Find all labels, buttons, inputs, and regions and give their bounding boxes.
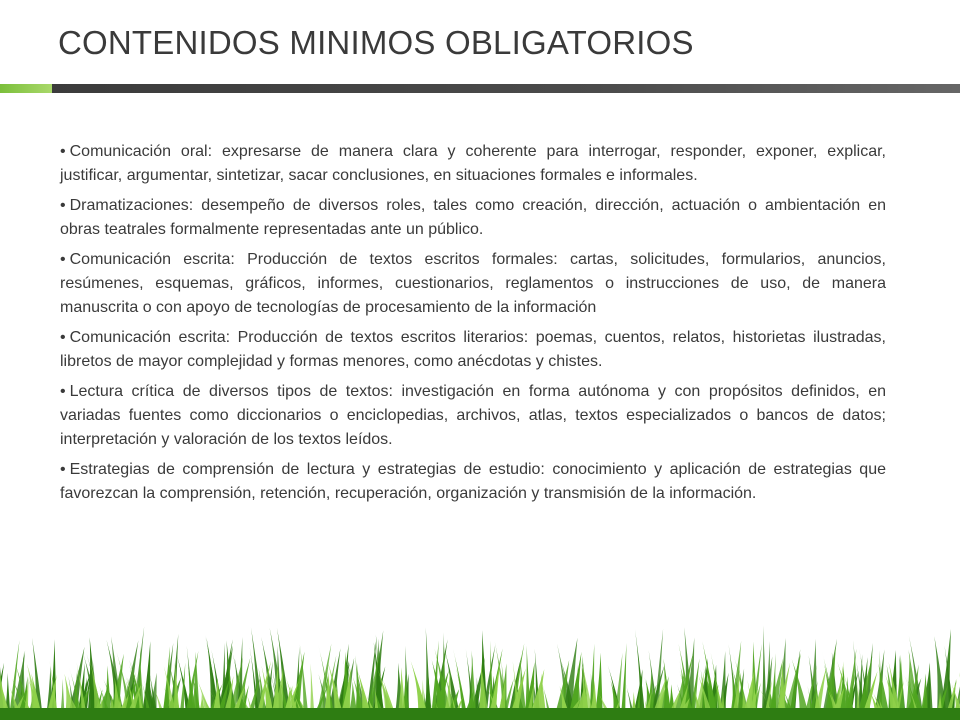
bullet-text: Comunicación escrita: Producción de textos escritos literarios: poemas, cuentos, relatos, historietas ilustradas, libretos de mayor complejidad y formas menores, como anécdotas y chistes.: [60, 329, 886, 370]
bullet-item: [60, 194, 886, 242]
grass-blade: [762, 626, 767, 720]
grass-decoration: [0, 600, 960, 720]
grass-base: [0, 708, 960, 720]
bullet-text: Estrategias de comprensión de lectura y estrategias de estudio: conocimiento y aplicación de estrategias que favorezcan la comprensión, retención, recuperación, organización y transmisión de la información.: [60, 461, 886, 502]
bullet-item: [60, 458, 886, 506]
bullet-marker: •: [60, 251, 66, 268]
bullet-marker: •: [60, 197, 66, 214]
bullet-marker: •: [60, 329, 66, 346]
slide-title: CONTENIDOS MINIMOS OBLIGATORIOS: [58, 24, 694, 61]
bullet-marker: •: [60, 143, 66, 160]
accent-bar-green-segment: [0, 84, 52, 93]
accent-bar-dark-segment: [52, 84, 960, 93]
bullet-item: [60, 326, 886, 374]
bullet-item: [60, 248, 886, 320]
bullet-marker: •: [60, 383, 66, 400]
bullet-item: [60, 380, 886, 452]
bullet-marker: •: [60, 461, 66, 478]
bullet-text: Comunicación oral: expresarse de manera clara y coherente para interrogar, responder, exponer, explicar, justificar, argumentar, sintetizar, sacar conclusiones, en situaciones formales e informales.: [60, 143, 886, 184]
bullet-text: Lectura crítica de diversos tipos de textos: investigación en forma autónoma y con propósitos definidos, en variadas fuentes como diccionarios o enciclopedias, archivos, atlas, textos especializados o bancos de datos; interpretación y valoración de los textos leídos.: [60, 383, 886, 448]
title-accent-bar: [0, 84, 960, 93]
bullet-list: [60, 140, 886, 512]
bullet-text: Dramatizaciones: desempeño de diversos roles, tales como creación, dirección, actuación o ambientación en obras teatrales formalmente representadas ante un público.: [60, 197, 886, 238]
bullet-text: Comunicación escrita: Producción de textos escritos formales: cartas, solicitudes, formularios, anuncios, resúmenes, esquemas, gráficos, informes, cuestionarios, reglamentos o instrucciones de uso, de manera manuscrita o con apoyo de tecnologías de procesamiento de la información: [60, 251, 886, 316]
bullet-item: [60, 140, 886, 188]
